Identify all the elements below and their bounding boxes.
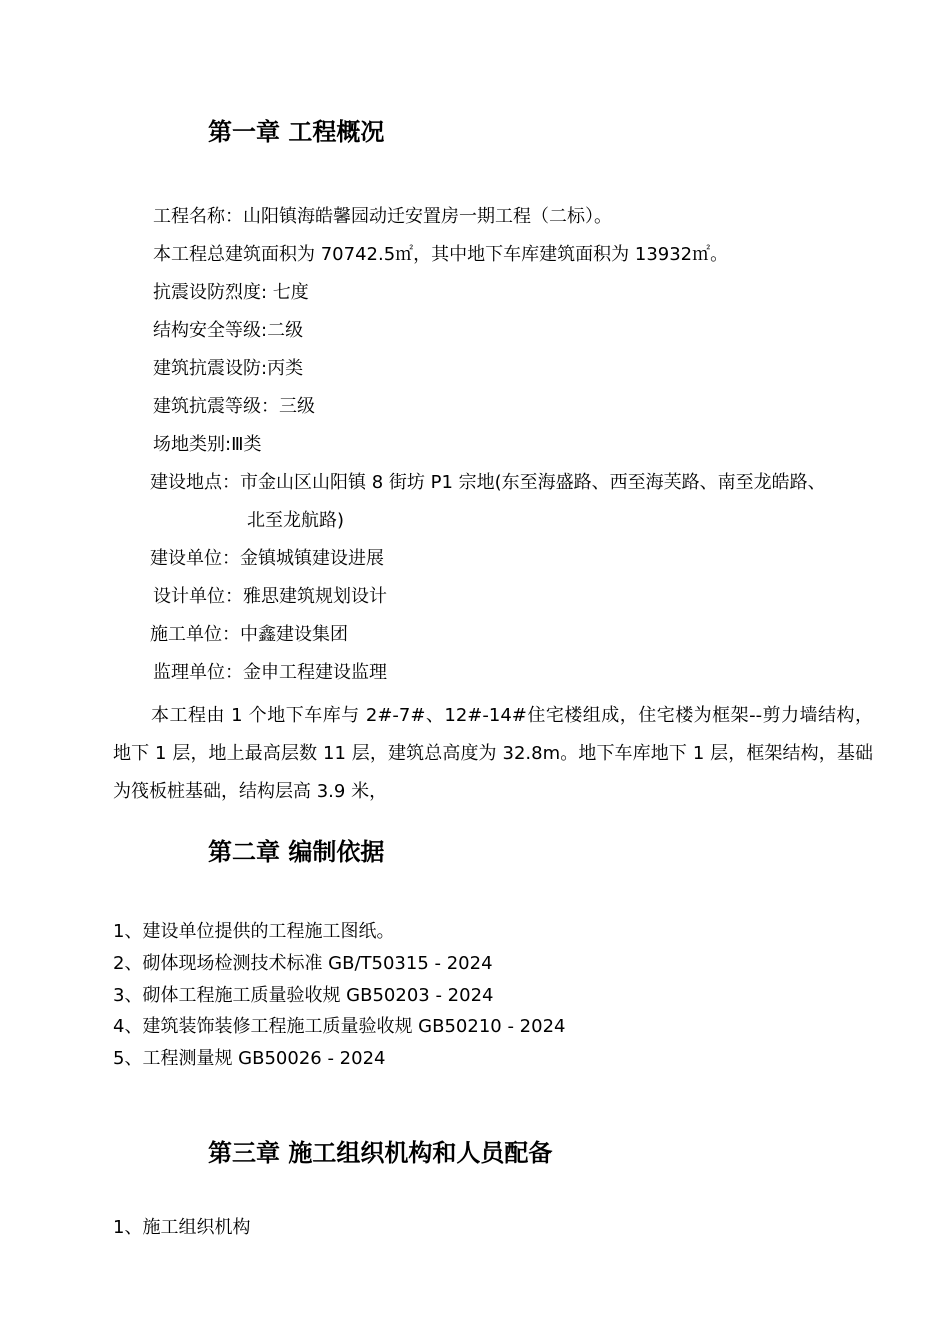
building-area: 本工程总建筑面积为 70742.5㎡，其中地下车库建筑面积为 13932㎡。 (153, 244, 729, 265)
seismic-category: 建筑抗震设防:丙类 (153, 358, 304, 379)
constructor-unit: 施工单位：中鑫建设集团 (150, 624, 348, 645)
builder-unit: 建设单位：金镇城镇建设进展 (150, 548, 384, 569)
location-line-2: 北至龙航路) (247, 510, 345, 531)
site-class: 场地类别:Ⅲ类 (153, 434, 262, 455)
structure-safety-grade: 结构安全等级:二级 (153, 320, 304, 341)
project-name: 工程名称：山阳镇海皓馨园动迁安置房一期工程（二标）。 (153, 206, 612, 227)
basis-item-2: 2、砌体现场检测技术标准 GB/T50315 - 2024 (113, 953, 493, 974)
basis-item-5: 5、工程测量规 GB50026 - 2024 (113, 1048, 386, 1069)
chapter-2-title: 第二章 编制依据 (208, 838, 385, 866)
seismic-grade: 建筑抗震等级：三级 (153, 396, 315, 417)
project-description: 本工程由 1 个地下车库与 2#-7#、12#-14#住宅楼组成，住宅楼为框架--剪力墙结构，地下 1 层，地上最高层数 11 层，建筑总高度为 32.8m。地下车库地下 1 层，框架结构，基础为筏板桩基础，结构层高 3.9 米， (113, 705, 873, 802)
designer-unit: 设计单位：雅思建筑规划设计 (153, 586, 387, 607)
basis-item-4: 4、建筑装饰装修工程施工质量验收规 GB50210 - 2024 (113, 1016, 566, 1037)
seismic-intensity: 抗震设防烈度: 七度 (153, 282, 309, 303)
organization-item-1: 1、施工组织机构 (113, 1217, 251, 1238)
basis-item-3: 3、砌体工程施工质量验收规 GB50203 - 2024 (113, 985, 494, 1006)
supervisor-unit: 监理单位：金申工程建设监理 (153, 662, 387, 683)
chapter-3-title: 第三章 施工组织机构和人员配备 (208, 1139, 553, 1167)
chapter-1-title: 第一章 工程概况 (208, 118, 385, 146)
basis-item-1: 1、建设单位提供的工程施工图纸。 (113, 921, 395, 942)
location-line-1: 建设地点：市金山区山阳镇 8 街坊 P1 宗地(东至海盛路、西至海芙路、南至龙皓路、 (150, 472, 826, 493)
